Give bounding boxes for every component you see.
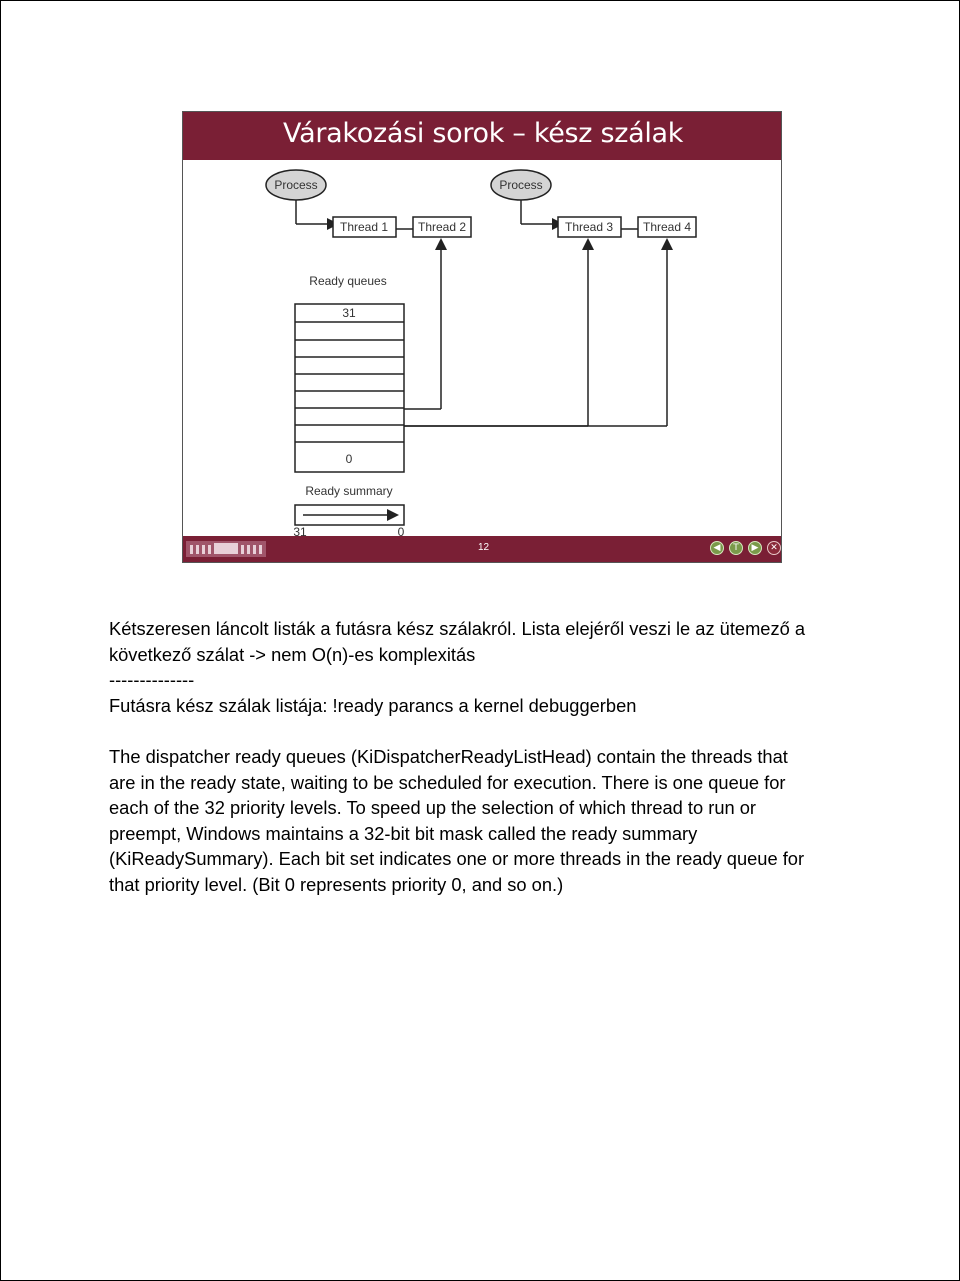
diagram — [183, 160, 781, 536]
notes-separator: -------------- — [109, 669, 195, 690]
slide-title: Várakozási sorok – kész szálak — [283, 118, 684, 149]
toc-icon: T — [729, 541, 743, 555]
paragraph-line: The dispatcher ready queues (KiDispatcherReadyListHead) contain the threads that — [109, 746, 788, 767]
process-1-label: Process — [274, 178, 318, 192]
ready-queues-label: Ready queues — [309, 274, 387, 288]
queue-bottom-label: 0 — [345, 452, 353, 466]
slide-image — [182, 111, 782, 563]
notes-line: Kétszeresen láncolt listák a futásra kész szálakról. Lista elejéről veszi le az ütemező a — [109, 618, 806, 639]
thread-1-label: Thread 1 — [339, 220, 389, 234]
university-logo-icon — [186, 539, 266, 559]
paragraph-line: are in the ready state, waiting to be scheduled for execution. There is one queue for — [109, 771, 786, 793]
queue-top-label: 31 — [342, 306, 356, 320]
thread-3-label: Thread 3 — [564, 220, 614, 234]
paragraph-line: (KiReadySummary). Each bit set indicates one or more threads in the ready queue for — [109, 848, 805, 869]
ready-queues-table — [295, 304, 404, 472]
close-icon: ✕ — [767, 541, 781, 555]
thread-4-label: Thread 4 — [642, 220, 692, 234]
ready-summary-label: Ready summary — [305, 484, 393, 498]
notes — [109, 616, 869, 897]
next-slide-icon: ▶ — [748, 541, 762, 555]
process-2-label: Process — [499, 178, 543, 192]
notes-line: következő szálat -> nem O(n)-es komplexitás — [109, 643, 476, 665]
paragraph-line: that priority level. (Bit 0 represents priority 0, and so on.) — [109, 873, 564, 895]
prev-slide-icon: ◀ — [710, 541, 724, 555]
notes-line: Futásra kész szálak listája: !ready parancs a kernel debuggerben — [109, 694, 637, 716]
paragraph-line: each of the 32 priority levels. To speed up the selection of which thread to run or — [109, 797, 757, 818]
summary-right-label: 0 — [397, 525, 405, 536]
slide-header — [183, 112, 781, 160]
summary-left-label: 31 — [293, 525, 307, 536]
slide-footer — [183, 536, 781, 562]
thread-2-label: Thread 2 — [417, 220, 467, 234]
slide-page-number: 12 — [478, 542, 490, 553]
paragraph-line: preempt, Windows maintains a 32-bit bit mask called the ready summary — [109, 822, 698, 844]
